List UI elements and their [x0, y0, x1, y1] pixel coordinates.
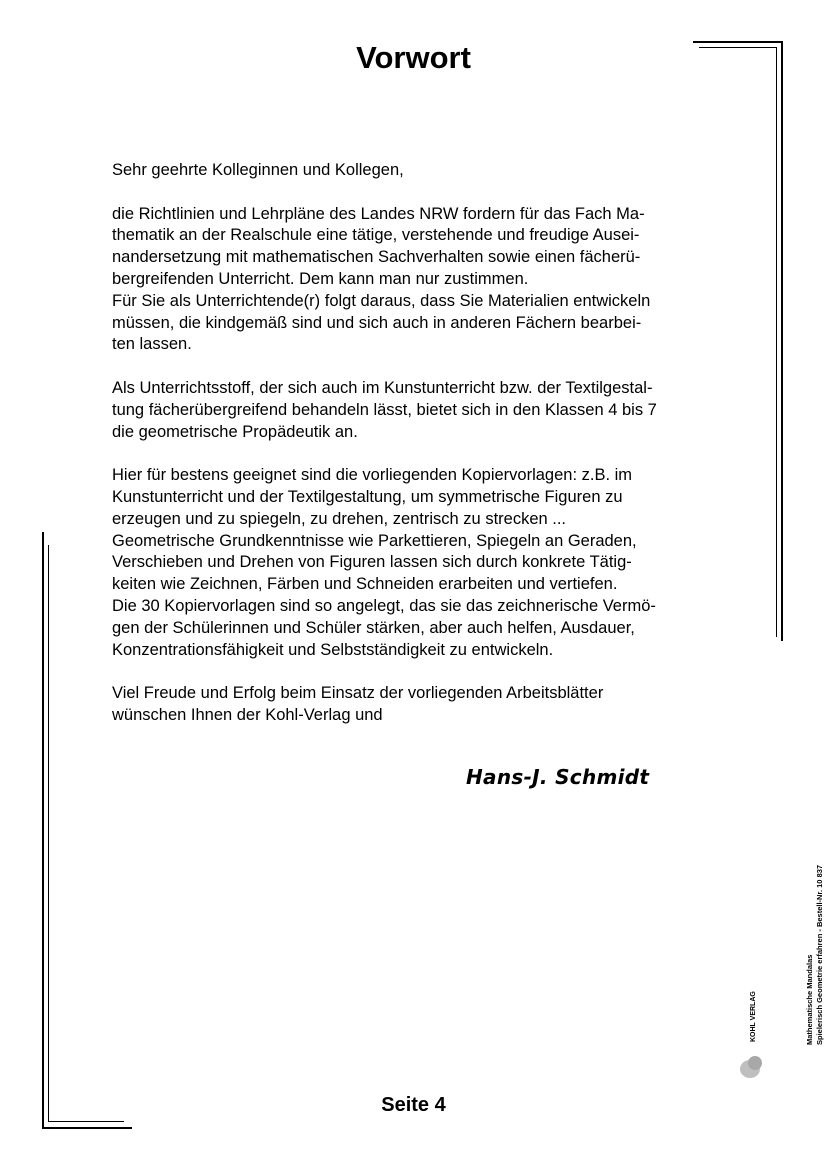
text-line: Kunstunterricht und der Textilgestaltung, um symmetrische Figuren zu: [112, 487, 623, 506]
page-number: Seite 4: [381, 1094, 446, 1116]
paragraph-gap: [112, 182, 732, 204]
frame-bottom-left-outer-v: [42, 532, 44, 1129]
text-line: keiten wie Zeichnen, Färben und Schneiden erarbeiten und vertiefen.: [112, 575, 618, 594]
text-line: nandersetzung mit mathematischen Sachverhalten sowie einen fächerü-: [112, 248, 641, 267]
text-line: die geometrische Propädeutik an.: [112, 422, 358, 441]
paragraph-gap: [112, 356, 732, 378]
text-line: Geometrische Grundkenntnisse wie Parkettieren, Spiegeln an Geraden,: [112, 531, 637, 550]
text-line: die Richtlinien und Lehrpläne des Landes NRW fordern für das Fach Ma-: [112, 204, 645, 223]
frame-bottom-left-inner-v: [48, 545, 49, 1122]
frame-bottom-left-outer-h: [42, 1127, 132, 1129]
frame-top-right-outer-v: [781, 41, 783, 641]
text-line: Die 30 Kopiervorlagen sind so angelegt, das sie das zeichnerische Vermö-: [112, 596, 656, 615]
text-line: Sehr geehrte Kolleginnen und Kollegen,: [112, 161, 404, 179]
publisher-brand: KOHL VERLAG: [750, 991, 757, 1042]
text-line: Für Sie als Unterrichtende(r) folgt daraus, dass Sie Materialien entwickeln: [112, 291, 651, 310]
text-line: erzeugen und zu spiegeln, zu drehen, zentrisch zu strecken ...: [112, 509, 567, 528]
signature: Hans-J. Schmidt: [466, 765, 650, 789]
text-line: wünschen Ihnen der Kohl-Verlag und: [112, 705, 383, 724]
paragraph-gap: [112, 443, 732, 465]
publisher-logo: [740, 991, 780, 1090]
paragraph-gap: [112, 661, 732, 683]
sidebar-line-2: Spielerisch Geometrie erfahren - Bestell-Nr. 10 837: [815, 864, 824, 1045]
text-line: gen der Schülerinnen und Schüler stärken, aber auch helfen, Ausdauer,: [112, 618, 635, 637]
text-line: thematik an der Realschule eine tätige, verstehende und freudige Ausei-: [112, 226, 640, 245]
text-line: Als Unterrichtsstoff, der sich auch im Kunstunterricht bzw. der Textilgestal-: [112, 378, 653, 397]
text-line: Konzentrationsfähigkeit und Selbstständigkeit zu entwickeln.: [112, 640, 554, 659]
body-text: [112, 160, 732, 727]
sidebar-line-1: Mathematische Mandalas: [805, 954, 814, 1045]
text-line: Hier für bestens geeignet sind die vorliegenden Kopiervorlagen: z.B. im: [112, 466, 633, 485]
frame-top-right-inner-v: [776, 47, 777, 637]
text-line: müssen, die kindgemäß sind und sich auch in anderen Fächern bearbei-: [112, 313, 642, 332]
page-title: Vorwort: [356, 40, 471, 75]
frame-top-right-outer-h: [693, 41, 783, 43]
text-line: bergreifenden Unterricht. Dem kann man nur zustimmen.: [112, 269, 529, 288]
tree-icon-inner: [748, 1056, 762, 1070]
frame-bottom-left-inner-h: [48, 1121, 124, 1122]
text-line: Viel Freude und Erfolg beim Einsatz der vorliegenden Arbeitsblätter: [112, 684, 604, 703]
text-line: Verschieben und Drehen von Figuren lassen sich durch konkrete Tätig-: [112, 553, 632, 572]
text-line: ten lassen.: [112, 335, 192, 354]
sidebar-imprint: [805, 815, 825, 1045]
frame-top-right-inner-h: [699, 47, 777, 48]
text-line: tung fächerübergreifend behandeln lässt, bietet sich in den Klassen 4 bis 7: [112, 400, 657, 419]
